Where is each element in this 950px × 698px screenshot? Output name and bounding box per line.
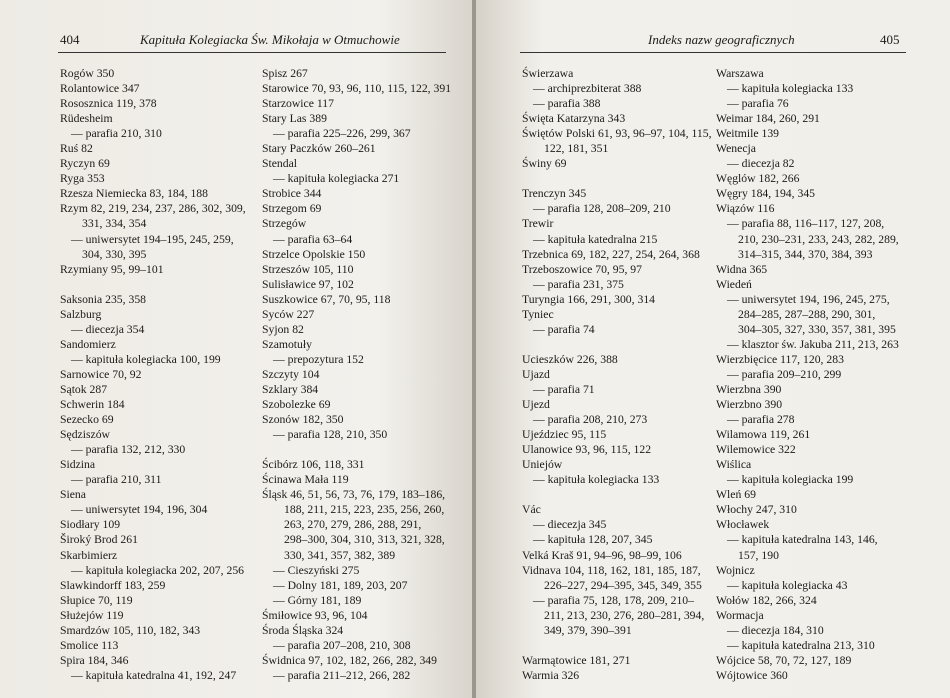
index-entry: Turyngia 166, 291, 300, 314 <box>522 292 656 306</box>
index-entry: — parafia 128, 208–209, 210 <box>533 202 671 216</box>
index-column <box>60 66 246 683</box>
index-entry: — diecezja 82 <box>727 157 795 171</box>
index-entry: 226–227, 294–395, 345, 349, 355 <box>544 578 702 592</box>
right-page <box>476 0 950 698</box>
index-entry: — parafia 71 <box>533 382 595 396</box>
index-entry: 157, 190 <box>738 548 779 562</box>
index-entry: Świerzawa <box>522 67 574 80</box>
index-entry: Sandomierz <box>60 337 116 351</box>
index-entry: Warmia 326 <box>522 668 580 682</box>
index-entry: Syców 227 <box>262 307 315 321</box>
index-entry: Weimar 184, 260, 291 <box>716 112 820 126</box>
index-entry: Wilamowa 119, 261 <box>716 428 811 442</box>
header-rule <box>58 52 446 53</box>
index-entry: Spisz 267 <box>262 67 308 80</box>
index-entry: — kapituła 128, 207, 345 <box>533 533 653 547</box>
index-entry: Sezecko 69 <box>60 413 114 427</box>
index-entry: Wiedeń <box>716 277 752 291</box>
index-entry: Strzegom 69 <box>262 202 322 216</box>
index-entry: — parafia 132, 212, 330 <box>71 443 186 457</box>
page-number: 405 <box>880 32 900 47</box>
index-entry: Wilemowice 322 <box>716 443 796 457</box>
index-entry: — parafia 208, 210, 273 <box>533 413 648 427</box>
index-entry: Sulisławice 97, 102 <box>262 277 354 291</box>
index-entry: — klasztor św. Jakuba 211, 213, 263 <box>727 337 899 351</box>
index-entry: — diecezja 354 <box>71 322 145 336</box>
index-entry: Wiślica <box>716 458 752 472</box>
index-entry: — diecezja 184, 310 <box>727 623 824 637</box>
index-entry: Sarnowice 70, 92 <box>60 367 142 381</box>
index-entry: Trenczyn 345 <box>522 187 587 201</box>
entry-spacer <box>522 638 712 653</box>
index-entry: 349, 379, 390–391 <box>544 623 632 637</box>
index-entry: Velká Kraš 91, 94–96, 98–99, 106 <box>522 548 682 562</box>
index-entry: Wołów 182, 266, 324 <box>716 593 817 607</box>
index-entry: — parafia 75, 128, 178, 209, 210– <box>533 593 694 607</box>
index-entry: — diecezja 345 <box>533 518 607 532</box>
entry-spacer <box>522 171 712 186</box>
index-entry: Smolice 113 <box>60 638 119 652</box>
index-entry: Vác <box>522 503 541 517</box>
index-entry: Trzeboszowice 70, 95, 97 <box>522 262 642 276</box>
index-entry: Ruś 82 <box>60 142 93 156</box>
index-entry: Rososznica 119, 378 <box>60 97 157 111</box>
index-entry: Włocławek <box>716 518 770 532</box>
index-entry: — Cieszyński 275 <box>273 563 360 577</box>
index-entry: Święta Katarzyna 343 <box>522 112 626 126</box>
index-entry: 211, 213, 230, 276, 280–281, 394, <box>544 608 705 622</box>
index-entry: — kapituła kolegiacka 202, 207, 256 <box>71 563 245 577</box>
index-entry: Sidzina <box>60 458 96 472</box>
index-entry: Wójcice 58, 70, 72, 127, 189 <box>716 653 852 667</box>
index-entry: Środa Śląska 324 <box>262 623 344 637</box>
index-entry: Stary Las 389 <box>262 112 327 126</box>
index-entry: — Górny 181, 189 <box>273 593 362 607</box>
index-entry: — kapituła kolegiacka 199 <box>727 473 854 487</box>
index-entry: Wierzbna 390 <box>716 382 782 396</box>
index-entry: Schwerin 184 <box>60 398 125 412</box>
index-entry: — parafia 74 <box>533 322 595 336</box>
index-entry: — archiprezbiterat 388 <box>533 82 642 96</box>
index-entry: Rzesza Niemiecka 83, 184, 188 <box>60 187 208 201</box>
index-entry: 263, 270, 279, 286, 288, 291, <box>284 518 422 532</box>
page-number: 404 <box>60 32 80 47</box>
index-entry: Węglów 182, 266 <box>716 172 800 186</box>
index-entry: Rzymiany 95, 99–101 <box>60 262 164 276</box>
index-entry: 330, 341, 357, 382, 389 <box>284 548 396 562</box>
index-entry: Ujezd <box>522 398 550 412</box>
index-entry: Široký Brod 261 <box>60 533 138 547</box>
index-entry: Slawkindorff 183, 259 <box>60 578 166 592</box>
index-entry: 284–285, 287–288, 290, 301, <box>738 307 876 321</box>
index-entry: Uniejów <box>522 458 563 472</box>
index-entry: Skarbimierz <box>60 548 118 562</box>
index-entry: Trewir <box>522 217 554 231</box>
index-entry: — kapituła kolegiacka 133 <box>533 473 660 487</box>
index-entry: Ujeździec 95, 115 <box>522 428 607 442</box>
index-entry: Szonów 182, 350 <box>262 413 344 427</box>
index-column <box>716 66 899 683</box>
index-entry: Wierzbięcice 117, 120, 283 <box>716 352 844 366</box>
index-entry: Świętów Polski 61, 93, 96–97, 104, 115, <box>522 127 712 141</box>
index-entry: Warmątowice 181, 271 <box>522 653 631 667</box>
index-entry: 314–315, 344, 370, 384, 393 <box>738 247 873 261</box>
index-entry: Strzegów <box>262 217 307 231</box>
index-entry: Widna 365 <box>716 262 768 276</box>
index-entry: Służejów 119 <box>60 608 124 622</box>
index-entry: — kapituła kolegiacka 43 <box>727 578 848 592</box>
index-entry: Wormacja <box>716 608 764 622</box>
running-title: Kapituła Kolegiacka Św. Mikołaja w Otmuchowie <box>140 32 400 47</box>
index-entry: Ryga 353 <box>60 172 105 186</box>
index-entry: Starzowice 117 <box>262 97 334 111</box>
index-entry: Strzelce Opolskie 150 <box>262 247 366 261</box>
index-entry: Ulanowice 93, 96, 115, 122 <box>522 443 652 457</box>
index-entry: Salzburg <box>60 307 102 321</box>
index-entry: — parafia 278 <box>727 413 795 427</box>
index-entry: Strobice 344 <box>262 187 322 201</box>
left-page <box>0 0 474 698</box>
index-entry: Szobolezke 69 <box>262 398 331 412</box>
index-entry: Wiązów 116 <box>716 202 775 216</box>
header-rule <box>520 52 906 53</box>
index-entry: Szczyty 104 <box>262 367 320 381</box>
index-entry: Trzebnica 69, 182, 227, 254, 264, 368 <box>522 247 700 261</box>
index-entry: Rüdesheim <box>60 112 113 126</box>
entry-spacer <box>60 277 246 292</box>
index-entry: — parafia 388 <box>533 97 601 111</box>
index-entry: 298–300, 304, 310, 313, 321, 328, <box>284 533 445 547</box>
index-entry: — Dolny 181, 189, 203, 207 <box>273 578 408 592</box>
index-entry: Smardzów 105, 110, 182, 343 <box>60 623 201 637</box>
index-entry: — parafia 209–210, 299 <box>727 367 842 381</box>
index-entry: Starowice 70, 93, 96, 110, 115, 122, 391 <box>262 82 452 96</box>
index-entry: — kapituła katedralna 213, 310 <box>727 638 875 652</box>
index-entry: 122, 181, 351 <box>544 142 609 156</box>
index-entry: Rzym 82, 219, 234, 237, 286, 302, 309, <box>60 202 246 216</box>
index-column <box>522 66 712 683</box>
index-entry: Słupice 70, 119 <box>60 593 133 607</box>
index-entry: Śląsk 46, 51, 56, 73, 76, 179, 183–186, <box>262 488 446 502</box>
index-entry: Rolantowice 347 <box>60 82 140 96</box>
entry-spacer <box>522 487 712 502</box>
index-entry: Stary Paczków 260–261 <box>262 142 376 156</box>
index-entry: Siena <box>60 488 86 502</box>
index-entry: Ucieszków 226, 388 <box>522 352 618 366</box>
index-entry: — kapituła kolegiacka 133 <box>727 82 854 96</box>
index-entry: Szamotuły <box>262 337 312 351</box>
index-entry: 210, 230–231, 233, 243, 282, 289, <box>738 232 899 246</box>
entry-spacer <box>262 442 451 457</box>
index-entry: Ścibórz 106, 118, 331 <box>262 458 365 472</box>
index-entry: Wleń 69 <box>716 488 756 502</box>
index-entry: — kapituła kolegiacka 271 <box>273 172 400 186</box>
index-entry: — kapituła kolegiacka 100, 199 <box>71 352 221 366</box>
index-entry: Tyniec <box>522 307 554 321</box>
index-entry: — parafia 210, 310 <box>71 127 162 141</box>
index-entry: Włochy 247, 310 <box>716 503 797 517</box>
index-column <box>262 66 451 683</box>
index-entry: — parafia 63–64 <box>273 232 353 246</box>
index-entry: — parafia 88, 116–117, 127, 208, <box>727 217 885 231</box>
index-entry: Wierzbno 390 <box>716 398 783 412</box>
index-entry: — parafia 231, 375 <box>533 277 624 291</box>
index-entry: Wojnicz <box>716 563 755 577</box>
index-entry: Szklary 384 <box>262 382 319 396</box>
index-entry: Saksonia 235, 358 <box>60 292 147 306</box>
index-entry: Wenecja <box>716 142 756 156</box>
index-entry: Vidnava 104, 118, 162, 181, 185, 187, <box>522 563 701 577</box>
index-entry: Warszawa <box>716 67 764 80</box>
entry-spacer <box>522 337 712 352</box>
index-entry: — kapituła katedralna 41, 192, 247 <box>71 668 237 682</box>
index-entry: — kapituła katedralna 215 <box>533 232 658 246</box>
index-entry: — parafia 225–226, 299, 367 <box>273 127 411 141</box>
index-entry: — uniwersytet 194, 196, 304 <box>71 503 208 517</box>
index-entry: Wójtowice 360 <box>716 668 788 682</box>
running-title: Indeks nazw geograficznych <box>648 32 795 47</box>
index-entry: 304, 330, 395 <box>82 247 147 261</box>
index-entry: — parafia 207–208, 210, 308 <box>273 638 411 652</box>
index-entry: 188, 211, 215, 223, 235, 256, 260, <box>284 503 445 517</box>
index-entry: Rogów 350 <box>60 67 115 80</box>
index-entry: — parafia 210, 311 <box>71 473 162 487</box>
index-entry: — kapituła katedralna 143, 146, <box>727 533 878 547</box>
index-entry: Suszkowice 67, 70, 95, 118 <box>262 292 391 306</box>
index-entry: Węgry 184, 194, 345 <box>716 187 816 201</box>
index-entry: Stendal <box>262 157 298 171</box>
index-entry: — prepozytura 152 <box>273 352 364 366</box>
index-entry: 304–305, 327, 330, 357, 381, 395 <box>738 322 896 336</box>
index-entry: Syjon 82 <box>262 322 304 336</box>
index-entry: 331, 334, 354 <box>82 217 147 231</box>
index-entry: Ścinawa Mała 119 <box>262 473 349 487</box>
index-entry: Ujazd <box>522 367 550 381</box>
index-entry: — parafia 128, 210, 350 <box>273 428 388 442</box>
index-entry: Świny 69 <box>522 157 567 171</box>
index-entry: Śmiłowice 93, 96, 104 <box>262 608 368 622</box>
index-entry: — parafia 211–212, 266, 282 <box>273 668 411 682</box>
index-entry: — parafia 76 <box>727 97 789 111</box>
index-entry: Siodłary 109 <box>60 518 121 532</box>
index-entry: Spira 184, 346 <box>60 653 129 667</box>
index-entry: — uniwersytet 194–195, 245, 259, <box>71 232 234 246</box>
index-entry: Sędziszów <box>60 428 110 442</box>
index-entry: Ryczyn 69 <box>60 157 110 171</box>
index-entry: Świdnica 97, 102, 182, 266, 282, 349 <box>262 653 437 667</box>
index-entry: Sątok 287 <box>60 382 108 396</box>
index-entry: Strzeszów 105, 110 <box>262 262 354 276</box>
index-entry: — uniwersytet 194, 196, 245, 275, <box>727 292 890 306</box>
index-entry: Weitmile 139 <box>716 127 780 141</box>
